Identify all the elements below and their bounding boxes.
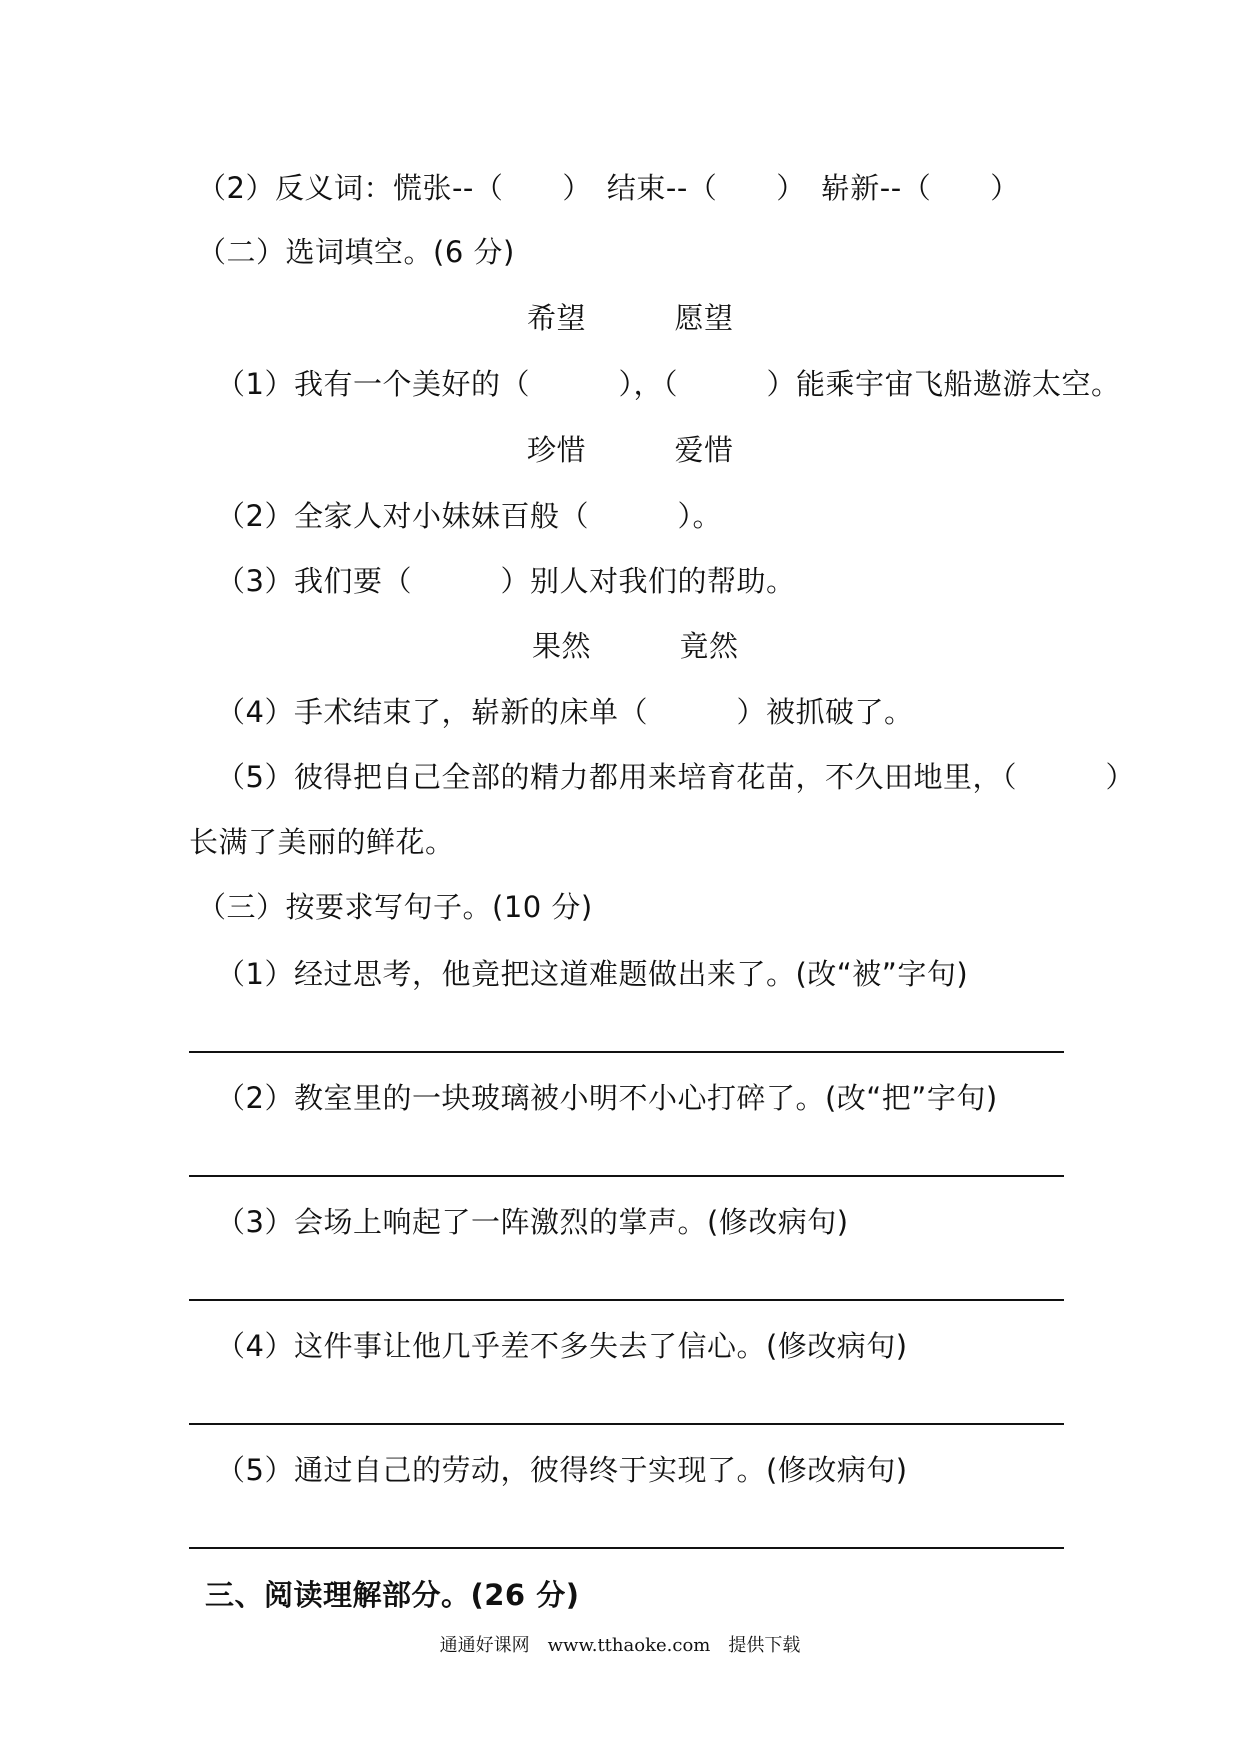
answer-line-3 <box>189 1299 1064 1301</box>
fill-question-4: （4）手术结束了，崭新的床单（ ）被抓破了。 <box>216 695 914 729</box>
sentence-task-2: （2）教室里的一块玻璃被小明不小心打碎了。(改“把”字句) <box>216 1081 998 1115</box>
sentence-task-4: （4）这件事让他几乎差不多失去了信心。(修改病句) <box>216 1329 908 1363</box>
word-choice-pair-2: 珍惜 爱惜 <box>527 433 734 467</box>
fill-question-5: （5）彼得把自己全部的精力都用来培育花苗，不久田地里，（ ） <box>216 760 1135 794</box>
word-choice-pair-3: 果然 竟然 <box>532 629 739 663</box>
answer-line-2 <box>189 1175 1064 1177</box>
sentence-task-1: （1）经过思考，他竟把这道难题做出来了。(改“被”字句) <box>216 957 969 991</box>
sentence-task-5: （5）通过自己的劳动，彼得终于实现了。(修改病句) <box>216 1453 908 1487</box>
answer-line-5 <box>189 1547 1064 1549</box>
fill-question-3: （3）我们要（ ）别人对我们的帮助。 <box>216 564 796 598</box>
footer-credit: 通通好课网 www.tthaoke.com 提供下载 <box>439 1635 801 1656</box>
word-choice-pair-1: 希望 愿望 <box>527 301 734 335</box>
fill-question-2: （2）全家人对小妹妹百般（ ）。 <box>216 499 722 533</box>
fill-question-1: （1）我有一个美好的（ ），（ ）能乘宇宙飞船遨游太空。 <box>216 367 1121 401</box>
fill-question-5-continued: 长满了美丽的鲜花。 <box>189 825 455 859</box>
sentence-task-3: （3）会场上响起了一阵激烈的掌声。(修改病句) <box>216 1205 849 1239</box>
section3-heading: 三、阅读理解部分。(26 分) <box>205 1578 580 1612</box>
answer-line-1 <box>189 1051 1064 1053</box>
part3-heading: （三）按要求写句子。(10 分) <box>197 890 593 924</box>
answer-line-4 <box>189 1423 1064 1425</box>
antonyms-question: （2）反义词：慌张--（ ） 结束--（ ） 崭新--（ ） <box>197 171 1020 205</box>
part2-heading: （二）选词填空。(6 分) <box>197 235 515 269</box>
